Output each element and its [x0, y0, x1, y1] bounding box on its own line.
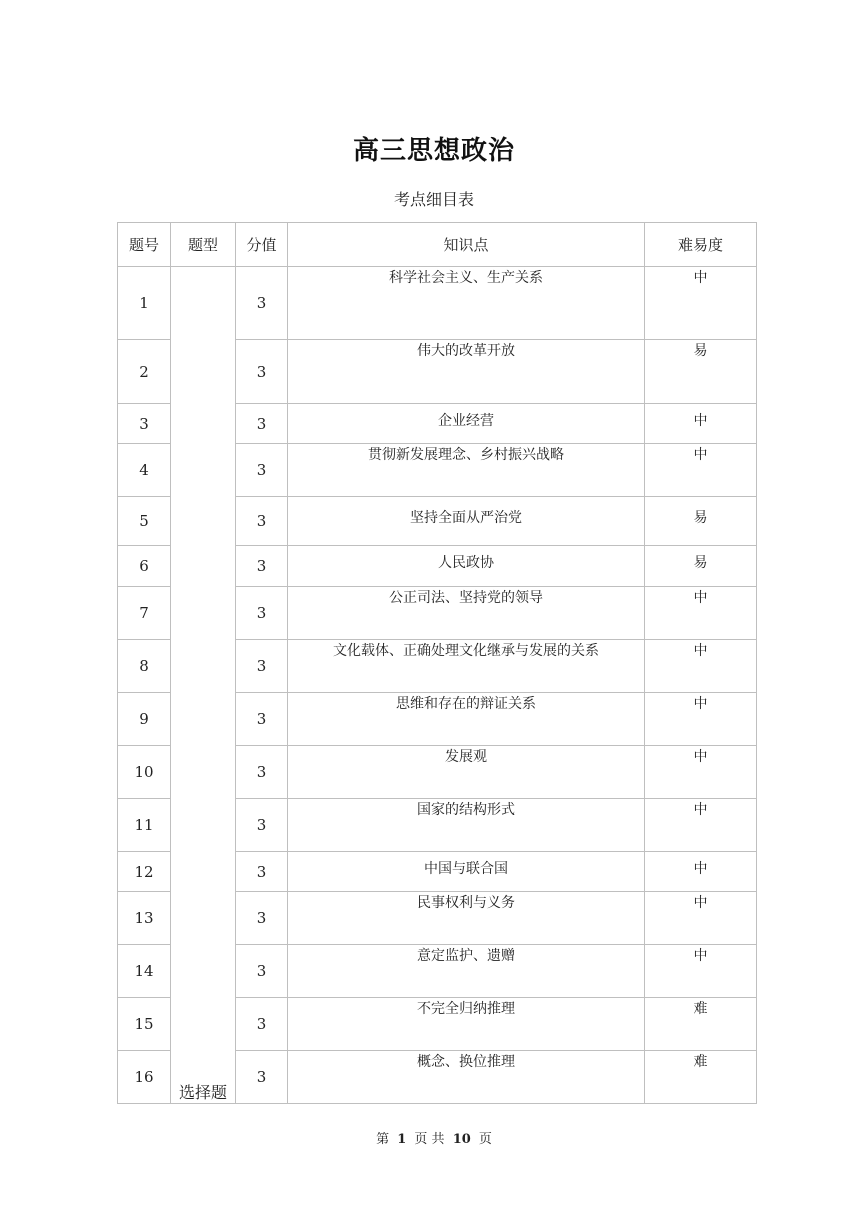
header-knowledge-point: 知识点 — [288, 223, 645, 267]
difficulty: 易 — [645, 340, 757, 404]
knowledge-point: 企业经营 — [288, 404, 645, 444]
difficulty: 中 — [645, 892, 757, 945]
knowledge-point: 坚持全面从严治党 — [288, 497, 645, 546]
question-score: 3 — [236, 746, 288, 799]
knowledge-point: 国家的结构形式 — [288, 799, 645, 852]
knowledge-point: 思维和存在的辩证关系 — [288, 693, 645, 746]
page-footer — [0, 1128, 868, 1147]
knowledge-point: 不完全归纳推理 — [288, 998, 645, 1051]
difficulty: 易 — [645, 546, 757, 587]
question-number: 8 — [118, 640, 171, 693]
knowledge-point: 意定监护、遗赠 — [288, 945, 645, 998]
knowledge-point: 公正司法、坚持党的领导 — [288, 587, 645, 640]
difficulty: 中 — [645, 267, 757, 340]
knowledge-point: 伟大的改革开放 — [288, 340, 645, 404]
question-number: 14 — [118, 945, 171, 998]
question-number: 16 — [118, 1051, 171, 1104]
question-score: 3 — [236, 587, 288, 640]
question-number: 12 — [118, 852, 171, 892]
question-type-cell: 选择题 — [171, 267, 236, 1104]
difficulty: 中 — [645, 746, 757, 799]
question-number: 11 — [118, 799, 171, 852]
header-score: 分值 — [236, 223, 288, 267]
question-score: 3 — [236, 546, 288, 587]
footer-page-number: 1 — [397, 1132, 407, 1147]
difficulty: 易 — [645, 497, 757, 546]
difficulty: 中 — [645, 693, 757, 746]
question-number: 9 — [118, 693, 171, 746]
difficulty: 中 — [645, 799, 757, 852]
question-score: 3 — [236, 892, 288, 945]
question-score: 3 — [236, 340, 288, 404]
question-score: 3 — [236, 404, 288, 444]
question-score: 3 — [236, 497, 288, 546]
difficulty: 中 — [645, 404, 757, 444]
header-question-number: 题号 — [118, 223, 171, 267]
knowledge-point: 概念、换位推理 — [288, 1051, 645, 1104]
footer-suffix: 页 — [478, 1132, 492, 1147]
question-score: 3 — [236, 998, 288, 1051]
footer-prefix: 第 — [376, 1132, 390, 1147]
question-score: 3 — [236, 1051, 288, 1104]
page-subtitle: 考点细目表 — [393, 190, 474, 209]
question-number: 2 — [118, 340, 171, 404]
question-number: 4 — [118, 444, 171, 497]
exam-points-table — [117, 222, 757, 1104]
difficulty: 中 — [645, 852, 757, 892]
question-number: 15 — [118, 998, 171, 1051]
question-number: 3 — [118, 404, 171, 444]
table-header-row — [118, 223, 757, 267]
header-question-type: 题型 — [171, 223, 236, 267]
question-number: 5 — [118, 497, 171, 546]
header-difficulty: 难易度 — [645, 223, 757, 267]
knowledge-point: 中国与联合国 — [288, 852, 645, 892]
question-number: 6 — [118, 546, 171, 587]
question-number: 10 — [118, 746, 171, 799]
question-score: 3 — [236, 444, 288, 497]
question-score: 3 — [236, 799, 288, 852]
page-title: 高三思想政治 — [352, 136, 515, 166]
difficulty: 中 — [645, 640, 757, 693]
knowledge-point: 贯彻新发展理念、乡村振兴战略 — [288, 444, 645, 497]
question-number: 13 — [118, 892, 171, 945]
knowledge-point: 科学社会主义、生产关系 — [288, 267, 645, 340]
question-score: 3 — [236, 693, 288, 746]
footer-total-pages: 10 — [452, 1132, 471, 1147]
knowledge-point: 民事权利与义务 — [288, 892, 645, 945]
question-number: 1 — [118, 267, 171, 340]
question-score: 3 — [236, 640, 288, 693]
difficulty: 难 — [645, 998, 757, 1051]
knowledge-point: 文化载体、正确处理文化继承与发展的关系 — [288, 640, 645, 693]
question-score: 3 — [236, 267, 288, 340]
difficulty: 难 — [645, 1051, 757, 1104]
question-score: 3 — [236, 852, 288, 892]
difficulty: 中 — [645, 945, 757, 998]
knowledge-point: 人民政协 — [288, 546, 645, 587]
difficulty: 中 — [645, 444, 757, 497]
knowledge-point: 发展观 — [288, 746, 645, 799]
question-score: 3 — [236, 945, 288, 998]
difficulty: 中 — [645, 587, 757, 640]
table-row — [118, 267, 757, 340]
question-number: 7 — [118, 587, 171, 640]
footer-middle: 页 共 — [414, 1132, 445, 1147]
